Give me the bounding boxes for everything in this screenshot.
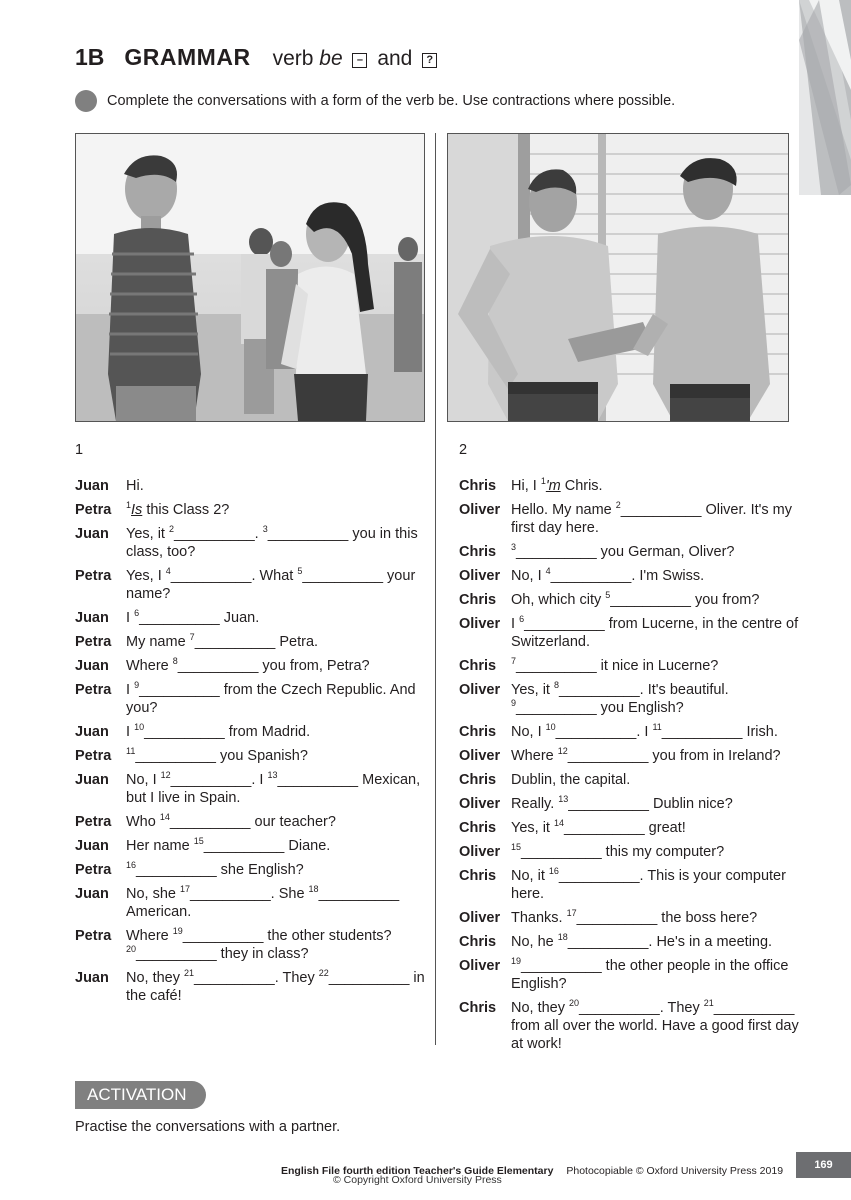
dialogue-text: Her name $^{15}$__________ Diane. <box>126 836 331 854</box>
dialogue-text: I $^9$__________ from the Czech Republic. And you? <box>126 680 416 716</box>
conversation-2 <box>459 477 804 1059</box>
subtitle-and: and <box>377 47 413 70</box>
speaker-name: Juan <box>75 772 109 788</box>
dialogue-line <box>75 609 425 627</box>
dialogue-line <box>75 657 425 675</box>
dialogue-line <box>75 861 425 879</box>
column-divider <box>435 133 436 1045</box>
dialogue-line <box>75 723 425 741</box>
dialogue-text: $^3$__________ you German, Oliver? <box>511 542 735 560</box>
speaker-name: Oliver <box>459 502 501 518</box>
activation-text: Practise the conversations with a partner. <box>75 1119 341 1135</box>
dialogue-text: No, they $^{21}$__________. They $^{22}$__________ in the café! <box>126 968 425 1004</box>
dialogue-text: $^{11}$__________ you Spanish? <box>126 746 308 764</box>
speaker-name: Juan <box>75 610 109 626</box>
speaker-name: Chris <box>459 772 497 788</box>
conversation-2-number: 2 <box>459 442 468 458</box>
dialogue-line <box>459 657 804 675</box>
speaker-name: Juan <box>75 658 109 674</box>
dialogue-text: $^{15}$__________ this my computer? <box>511 842 725 860</box>
instruction <box>75 90 675 112</box>
dialogue-text: $^{19}$__________ the other people in the office English? <box>511 956 789 992</box>
dialogue-text: Who $^{14}$__________ our teacher? <box>126 812 336 830</box>
speaker-name: Chris <box>459 934 497 950</box>
dialogue-line <box>75 567 425 603</box>
speaker-name: Petra <box>75 634 112 650</box>
dialogue-text: I $^6$__________ Juan. <box>126 608 260 626</box>
speaker-name: Oliver <box>459 796 501 812</box>
footer-photocopiable: Photocopiable © Oxford University Press 2019 <box>566 1165 784 1177</box>
activation-label: ACTIVATION <box>75 1081 206 1109</box>
dialogue-line <box>459 567 804 585</box>
dialogue-text: Where $^{19}$__________ the other students? $^{20}$__________ they in class? <box>126 926 392 962</box>
speaker-name: Chris <box>459 658 497 674</box>
dialogue-line <box>459 615 804 651</box>
speaker-name: Petra <box>75 928 112 944</box>
photo-chris-oliver <box>447 133 789 422</box>
dialogue-line <box>459 867 804 903</box>
dialogue-line <box>459 795 804 813</box>
speaker-name: Petra <box>75 814 112 830</box>
dialogue-line <box>75 927 425 963</box>
section-title: GRAMMAR <box>124 44 251 70</box>
speaker-name: Oliver <box>459 844 501 860</box>
dialogue-text: No, he $^{18}$__________. He's in a meeting. <box>511 932 773 950</box>
dialogue-line <box>75 525 425 561</box>
dialogue-text: Where $^{12}$__________ you from in Ireland? <box>511 746 781 764</box>
dialogue-line <box>459 909 804 927</box>
dialogue-text: Yes, it $^{14}$__________ great! <box>511 818 686 836</box>
speaker-name: Chris <box>459 820 497 836</box>
dialogue-text: Oh, which city $^5$__________ you from? <box>511 590 760 608</box>
dialogue-text: Yes, I $^4$__________. What $^5$__________ your name? <box>126 566 416 602</box>
dialogue-line <box>459 543 804 561</box>
dialogue-text: No, I $^{12}$__________. I $^{13}$__________ Mexican, but I live in Spain. <box>126 770 421 806</box>
dialogue-line <box>459 723 804 741</box>
dialogue-text: Dublin, the capital. <box>511 772 631 788</box>
speaker-name: Oliver <box>459 616 501 632</box>
dialogue-line <box>459 681 804 717</box>
dialogue-line <box>459 957 804 993</box>
speaker-name: Petra <box>75 682 112 698</box>
dialogue-line <box>459 843 804 861</box>
speaker-name: Petra <box>75 748 112 764</box>
dialogue-line <box>459 771 804 789</box>
dialogue-text: I $^{10}$__________ from Madrid. <box>126 722 311 740</box>
dialogue-line <box>75 813 425 831</box>
dialogue-text: Yes, it $^8$__________. It's beautiful. $^9$__________ you English? <box>511 680 729 716</box>
speaker-name: Juan <box>75 970 109 986</box>
section-subtitle <box>273 47 442 71</box>
dialogue-text: No, it $^{16}$__________. This is your computer here. <box>511 866 786 902</box>
speaker-name: Petra <box>75 862 112 878</box>
dialogue-line <box>75 771 425 807</box>
dialogue-text: Really. $^{13}$__________ Dublin nice? <box>511 794 733 812</box>
dialogue-text: Hi. <box>126 478 144 494</box>
speaker-name: Chris <box>459 724 497 740</box>
conversation-1 <box>75 477 425 1011</box>
dialogue-text: $^7$__________ it nice in Lucerne? <box>511 656 719 674</box>
dialogue-text: Hello. My name $^2$__________ Oliver. It's my first day here. <box>511 500 793 536</box>
dialogue-text: I $^6$__________ from Lucerne, in the centre of Switzerland. <box>511 614 799 650</box>
dialogue-line <box>75 681 425 717</box>
dialogue-text: My name $^7$__________ Petra. <box>126 632 319 650</box>
page-header <box>75 44 441 78</box>
speaker-name: Oliver <box>459 682 501 698</box>
dialogue-text: Thanks. $^{17}$__________ the boss here? <box>511 908 758 926</box>
dialogue-line <box>459 501 804 537</box>
speaker-name: Oliver <box>459 748 501 764</box>
dialogue-line <box>459 591 804 609</box>
speaker-name: Juan <box>75 886 109 902</box>
dialogue-line <box>75 477 425 495</box>
dialogue-line <box>75 633 425 651</box>
dialogue-line <box>75 969 425 1005</box>
dialogue-text: No, I $^4$__________. I'm Swiss. <box>511 566 705 584</box>
subtitle-verb: verb <box>272 47 314 70</box>
speaker-name: Chris <box>459 1000 497 1016</box>
speaker-name: Oliver <box>459 958 501 974</box>
dialogue-line <box>75 837 425 855</box>
dialogue-text: No, I $^{10}$__________. I $^{11}$__________ Irish. <box>511 722 778 740</box>
corner-decoration <box>799 0 851 195</box>
dialogue-text: Where $^8$__________ you from, Petra? <box>126 656 370 674</box>
dialogue-line <box>459 747 804 765</box>
dialogue-text: No, they $^{20}$__________. They $^{21}$__________ from all over the world. Have a good first day at work! <box>511 998 799 1052</box>
dialogue-text: $^{16}$__________ she English? <box>126 860 304 878</box>
lesson-code: 1B <box>75 44 105 70</box>
dialogue-line <box>75 747 425 765</box>
speaker-name: Juan <box>75 724 109 740</box>
footer-book-title: English File fourth edition Teacher's Guide Elementary <box>281 1165 554 1177</box>
speaker-name: Chris <box>459 478 497 494</box>
dialogue-text: Hi, I $^1$'m Chris. <box>511 476 603 494</box>
speaker-name: Chris <box>459 592 497 608</box>
speaker-name: Petra <box>75 568 112 584</box>
dialogue-text: No, she $^{17}$__________. She $^{18}$__________ American. <box>126 884 400 920</box>
speaker-name: Chris <box>459 544 497 560</box>
page-number: 169 <box>796 1152 851 1178</box>
dialogue-line <box>459 999 804 1053</box>
dialogue-text: Yes, it $^2$__________. $^3$__________ you in this class, too? <box>126 524 418 560</box>
speaker-name: Oliver <box>459 568 501 584</box>
speaker-name: Juan <box>75 478 109 494</box>
speaker-name: Juan <box>75 526 109 542</box>
footer-copyright: © Copyright Oxford University Press <box>333 1174 502 1186</box>
photo-juan-petra <box>75 133 425 422</box>
bullet-icon <box>75 90 97 112</box>
speaker-name: Chris <box>459 868 497 884</box>
negative-box-icon: – <box>352 53 367 68</box>
dialogue-line <box>75 501 425 519</box>
conversation-1-number: 1 <box>75 442 84 458</box>
dialogue-text: $^1$Is this Class 2? <box>126 500 230 518</box>
dialogue-line <box>459 477 804 495</box>
subtitle-be: be <box>319 47 343 70</box>
dialogue-line <box>459 933 804 951</box>
speaker-name: Oliver <box>459 910 501 926</box>
speaker-name: Petra <box>75 502 112 518</box>
dialogue-line <box>75 885 425 921</box>
question-box-icon: ? <box>422 53 437 68</box>
speaker-name: Juan <box>75 838 109 854</box>
instruction-text: Complete the conversations with a form of the verb be. Use contractions where possible. <box>107 93 676 109</box>
dialogue-line <box>459 819 804 837</box>
